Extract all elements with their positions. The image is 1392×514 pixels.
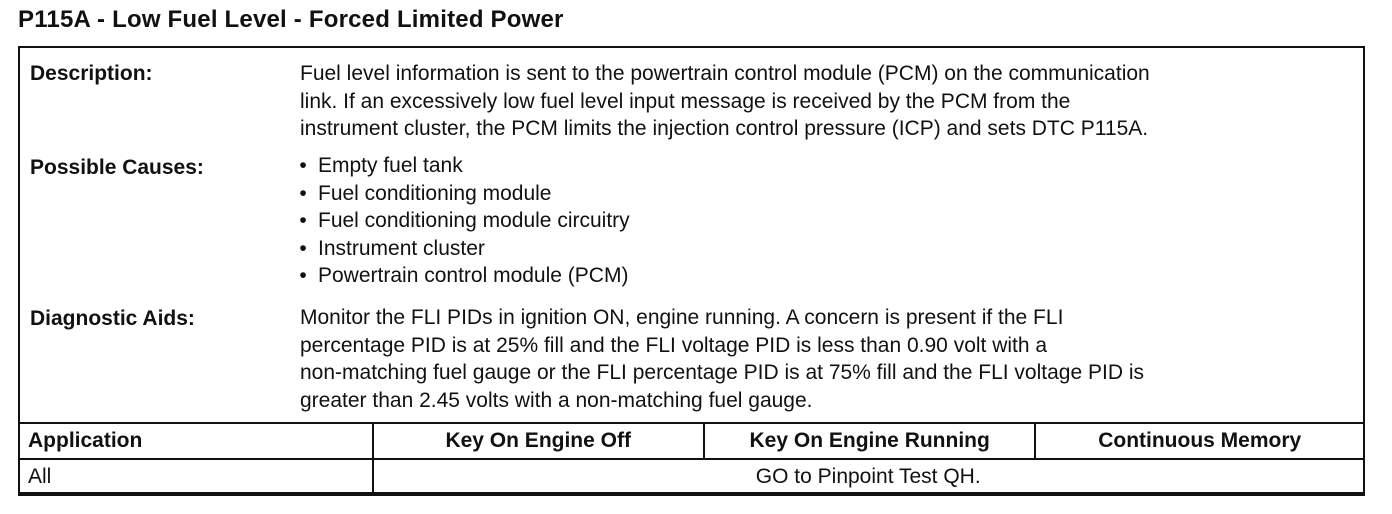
list-item: • Empty fuel tank	[299, 154, 463, 177]
header-koeo: Key On Engine Off	[373, 423, 704, 459]
header-application: Application	[19, 423, 373, 459]
header-koer: Key On Engine Running	[704, 423, 1035, 459]
table-header-row	[19, 423, 1364, 459]
diagnostic-aids-line: percentage PID is at 25% fill and the FLI voltage PID is less than 0.90 volt with a	[300, 333, 1048, 357]
diagnostic-aids-line: non-matching fuel gauge or the FLI percentage PID is at 75% fill and the FLI voltage PID is	[300, 361, 1144, 384]
list-item: • Instrument cluster	[299, 236, 485, 260]
dtc-info-box	[18, 46, 1365, 494]
diagnostic-aids-line: greater than 2.45 volts with a non-matching fuel gauge.	[300, 388, 813, 412]
description-line: instrument cluster, the PCM limits the injection control pressure (ICP) and sets DTC P115A.	[300, 117, 1149, 140]
description-text	[300, 60, 1150, 143]
description-label: Description:	[30, 62, 153, 85]
header-continuous-memory: Continuous Memory	[1035, 423, 1364, 459]
list-item: • Fuel conditioning module circuitry	[299, 209, 630, 232]
table-row	[19, 459, 1364, 495]
list-item: • Powertrain control module (PCM)	[299, 264, 629, 287]
possible-causes-label: Possible Causes:	[30, 156, 204, 179]
list-item: • Fuel conditioning module	[299, 181, 552, 205]
diagnostic-aids-line: Monitor the FLI PIDs in ignition ON, engine running. A concern is present if the FLI	[300, 306, 1064, 329]
possible-causes-list	[288, 152, 630, 290]
description-line: Fuel level information is sent to the powertrain control module (PCM) on the communication	[300, 62, 1150, 85]
diagnostic-aids-text	[300, 304, 1144, 414]
diagnostic-aids-label: Diagnostic Aids:	[30, 307, 195, 330]
cell-application: All	[19, 459, 373, 495]
page-title: P115A - Low Fuel Level - Forced Limited Power	[18, 6, 564, 33]
description-line: link. If an excessively low fuel level input message is received by the PCM from the	[300, 89, 1071, 113]
cell-pinpoint-test: GO to Pinpoint Test QH.	[373, 459, 1365, 495]
application-table	[18, 422, 1365, 496]
